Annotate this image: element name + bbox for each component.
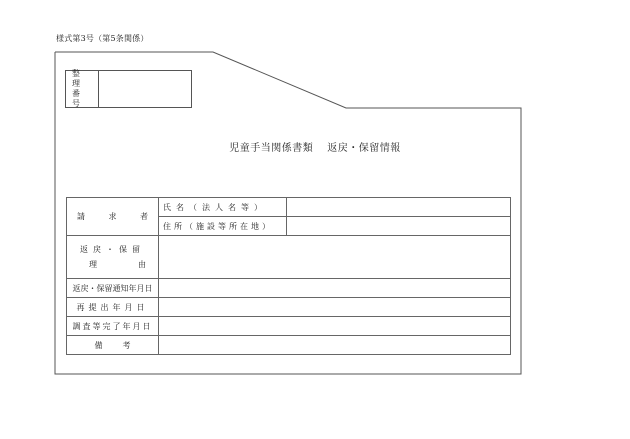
table-row [67,236,511,279]
table-row [67,279,511,298]
notice-date-label: 返戻・保留通知年月日 [67,279,159,298]
notice-date-field[interactable] [159,279,511,298]
claimant-name-field[interactable] [287,198,511,217]
claimant-address-label: 住所（施設等所在地） [159,217,287,236]
table-row [67,198,511,217]
table-row [67,298,511,317]
reason-label: 返戻・保留 理 由 [67,236,159,279]
form-number-label: 様式第3号（第5条関係） [56,34,149,43]
registration-number-box [65,70,192,108]
info-table [66,197,511,355]
claimant-char: 請 [77,212,85,221]
reason-char: 由 [138,260,146,269]
resubmit-date-label: 再提出年月日 [67,298,159,317]
registration-number-label: 整理 番号 [66,71,99,107]
reason-field[interactable] [159,236,511,279]
claimant-label [67,198,159,236]
document-title: 児童手当関係書類 返戻・保留情報 [229,143,401,154]
remarks-label: 備考 [67,336,159,355]
claimant-name-label: 氏名（法人名等） [159,198,287,217]
reason-char: 理 [89,260,97,269]
claimant-char: 者 [140,212,148,221]
survey-date-field[interactable] [159,317,511,336]
table-row [67,336,511,355]
registration-number-field[interactable] [99,71,191,107]
claimant-char: 求 [108,212,117,221]
remarks-field[interactable] [159,336,511,355]
resubmit-date-field[interactable] [159,298,511,317]
claimant-address-field[interactable] [287,217,511,236]
table-row [67,317,511,336]
survey-date-label: 調査等完了年月日 [67,317,159,336]
